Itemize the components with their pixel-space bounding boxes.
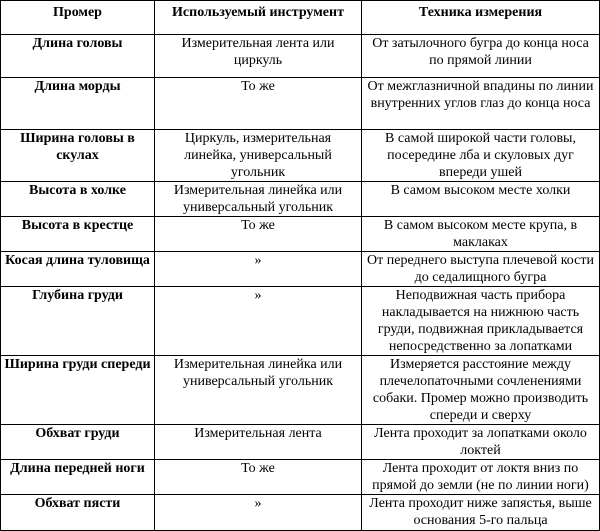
measurement-cell: Длина морды [1,78,155,130]
tool-cell: » [155,495,362,531]
measurement-cell: Высота в холке [1,182,155,217]
table-row [1,356,600,425]
tool-cell: Измерительная лента или циркуль [155,35,362,78]
table-header-row [1,1,600,35]
tool-cell: То же [155,217,362,252]
measurement-cell: Обхват груди [1,425,155,460]
table-row [1,495,600,531]
measurement-cell: Длина передней ноги [1,460,155,495]
tool-cell: То же [155,78,362,130]
measurement-cell: Длина головы [1,35,155,78]
technique-cell: От межглазничной впадины по линии внутренних углов глаз до конца носа [362,78,600,130]
table-row [1,35,600,78]
technique-cell: Измеряется расстояние между плечелопаточными сочленениями собаки. Промер можно производить спереди и сверху [362,356,600,425]
technique-cell: В самом высоком месте крупа, в маклаках [362,217,600,252]
table-row [1,130,600,182]
technique-cell: Лента проходит за лопатками около локтей [362,425,600,460]
tool-cell: Циркуль, измерительная линейка, универсальный угольник [155,130,362,182]
technique-cell: Лента проходит ниже запястья, выше основания 5-го пальца [362,495,600,531]
technique-cell: В самой широкой части головы, посередине лба и скуловых дуг впереди ушей [362,130,600,182]
measurement-cell: Высота в крестце [1,217,155,252]
table-row [1,252,600,287]
table-row [1,460,600,495]
table-body [1,35,600,531]
tool-cell: Измерительная линейка или универсальный угольник [155,356,362,425]
technique-cell: В самом высоком месте холки [362,182,600,217]
header-technique: Техника измерения [362,1,600,35]
measurement-cell: Ширина головы в скулах [1,130,155,182]
tool-cell: » [155,252,362,287]
measurement-cell: Косая длина туловища [1,252,155,287]
measurement-cell: Ширина груди спереди [1,356,155,425]
measurement-cell: Глубина груди [1,287,155,356]
tool-cell: То же [155,460,362,495]
table-row [1,182,600,217]
table-row [1,287,600,356]
measurement-cell: Обхват пясти [1,495,155,531]
tool-cell: Измерительная линейка или универсальный угольник [155,182,362,217]
tool-cell: » [155,287,362,356]
technique-cell: От затылочного бугра до конца носа по прямой линии [362,35,600,78]
technique-cell: От переднего выступа плечевой кости до седалищного бугра [362,252,600,287]
header-measurement: Промер [1,1,155,35]
technique-cell: Неподвижная часть прибора накладывается на нижнюю часть груди, подвижная прикладывается непосредственно за лопатками [362,287,600,356]
technique-cell: Лента проходит от локтя вниз по прямой до земли (не по линии ноги) [362,460,600,495]
table-row [1,217,600,252]
header-tool: Используемый инструмент [155,1,362,35]
table-row [1,425,600,460]
tool-cell: Измерительная лента [155,425,362,460]
table-row [1,78,600,130]
